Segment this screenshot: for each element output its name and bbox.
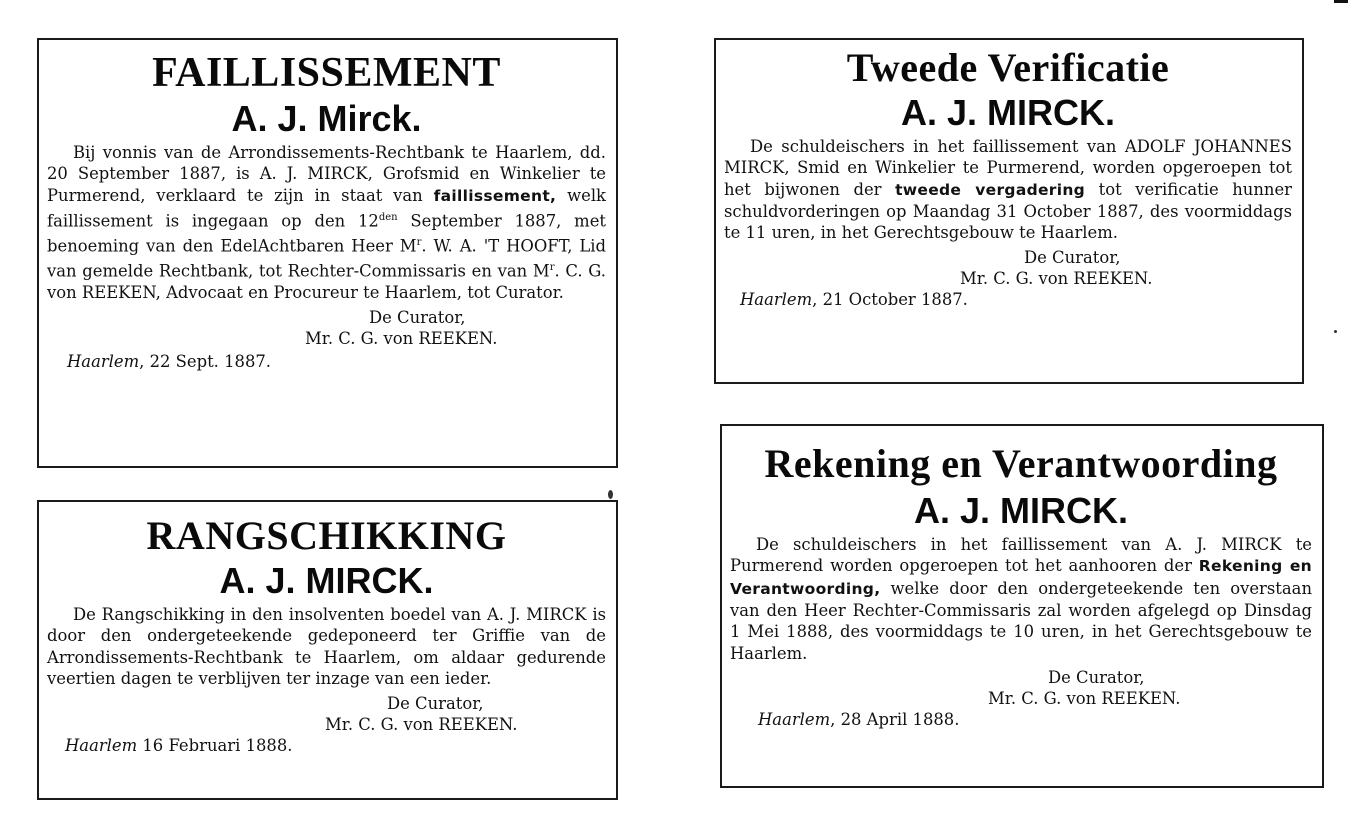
notice-title: FAILLISSEMENT (152, 50, 501, 96)
date-place: Haarlem (67, 352, 140, 372)
notice-rangschikking (37, 500, 618, 800)
notice-paragraph: De Rangschikking in den insolventen boedel van A. J. MIRCK is door den ondergeteekende gedeponeerd ter Griffie van de Arrondissements-Rechtbank te Haarlem, om aldaar gedurende veertien dagen te verblijven ter inzage van een ieder. (47, 604, 606, 689)
notice-verificatie (714, 38, 1304, 384)
curator-name: Mr. C. G. von REEKEN. (960, 268, 1153, 288)
date-line (724, 289, 1292, 311)
notice-title: RANGSCHIKKING (146, 513, 507, 558)
date-place: Haarlem (758, 710, 831, 730)
print-speck (608, 490, 613, 499)
date-place: Haarlem (740, 289, 813, 309)
curator-role: De Curator, (1048, 668, 1145, 688)
curator-name: Mr. C. G. von REEKEN. (305, 329, 498, 349)
curator-role: De Curator, (1024, 247, 1121, 267)
curator-name: Mr. C. G. von REEKEN. (988, 689, 1181, 709)
date-text: , 21 October 1887. (812, 289, 968, 309)
corner-mark (1334, 0, 1348, 3)
date-text: , 28 April 1888. (830, 710, 960, 730)
signature-block (47, 693, 606, 735)
notice-name: A. J. Mirck. (231, 98, 422, 139)
curator-name: Mr. C. G. von REEKEN. (325, 715, 518, 735)
notice-body (730, 534, 1312, 664)
notice-rekening (720, 424, 1324, 788)
curator-role: De Curator, (387, 694, 484, 714)
signature-block (724, 247, 1292, 289)
notice-body (47, 142, 606, 303)
notice-name: A. J. MIRCK. (900, 92, 1115, 133)
date-text: , 22 Sept. 1887. (139, 352, 272, 372)
notice-body (47, 604, 606, 690)
notice-title: Rekening en Verantwoording (764, 441, 1278, 486)
curator-role: De Curator, (369, 308, 466, 328)
date-line (47, 351, 606, 373)
date-line (47, 735, 606, 757)
notice-paragraph: Bij vonnis van de Arrondissements-Rechtbank te Haarlem, dd. 20 September 1887, is A. J. MIRCK, Grofsmid en Winkelier te Purmerend, verklaard te zijn in staat van faillissement, welk faillissement is ingegaan op den $12^{den}$ September 1887, met benoeming van den EdelAchtbaren Heer $M^r$. W. A. 'T HOOFT, Lid van gemelde Rechtbank, tot Rechter-Commissaris en van $M^r$. C. G. von REEKEN, Advocaat en Procureur te Haarlem, tot Curator. (47, 142, 606, 302)
notice-paragraph: De schuldeischers in het faillissement van ADOLF JOHANNES MIRCK, Smid en Winkelier te Purmerend, worden opgeroepen tot het bijwonen der tweede vergadering tot verificatie hunner schuldvorderingen op Maandag 31 October 1887, des voormiddags te 11 uren, in het Gerechtsgebouw te Haarlem. (724, 136, 1292, 243)
signature-block (730, 667, 1312, 709)
notice-paragraph: De schuldeischers in het faillissement van A. J. MIRCK te Purmerend worden opgeroepen tot het aanhooren der Rekening en Verantwoording, welke door den ondergeteekende ten overstaan van den Heer Rechter-Commissaris zal worden afgelegd op Dinsdag 1 Mei 1888, des voormiddags te 10 uren, in het Gerechtsgebouw te Haarlem. (730, 534, 1312, 663)
date-place: Haarlem (65, 736, 138, 756)
notice-name: A. J. MIRCK. (219, 560, 434, 601)
date-line (730, 709, 1312, 731)
notice-title: Tweede Verificatie (846, 45, 1170, 90)
notice-faillissement (37, 38, 618, 468)
notice-body (724, 136, 1292, 244)
date-text: 16 Februari 1888. (137, 736, 293, 756)
print-speck (1334, 330, 1337, 333)
signature-block (47, 307, 606, 349)
notice-name: A. J. MIRCK. (913, 490, 1128, 531)
